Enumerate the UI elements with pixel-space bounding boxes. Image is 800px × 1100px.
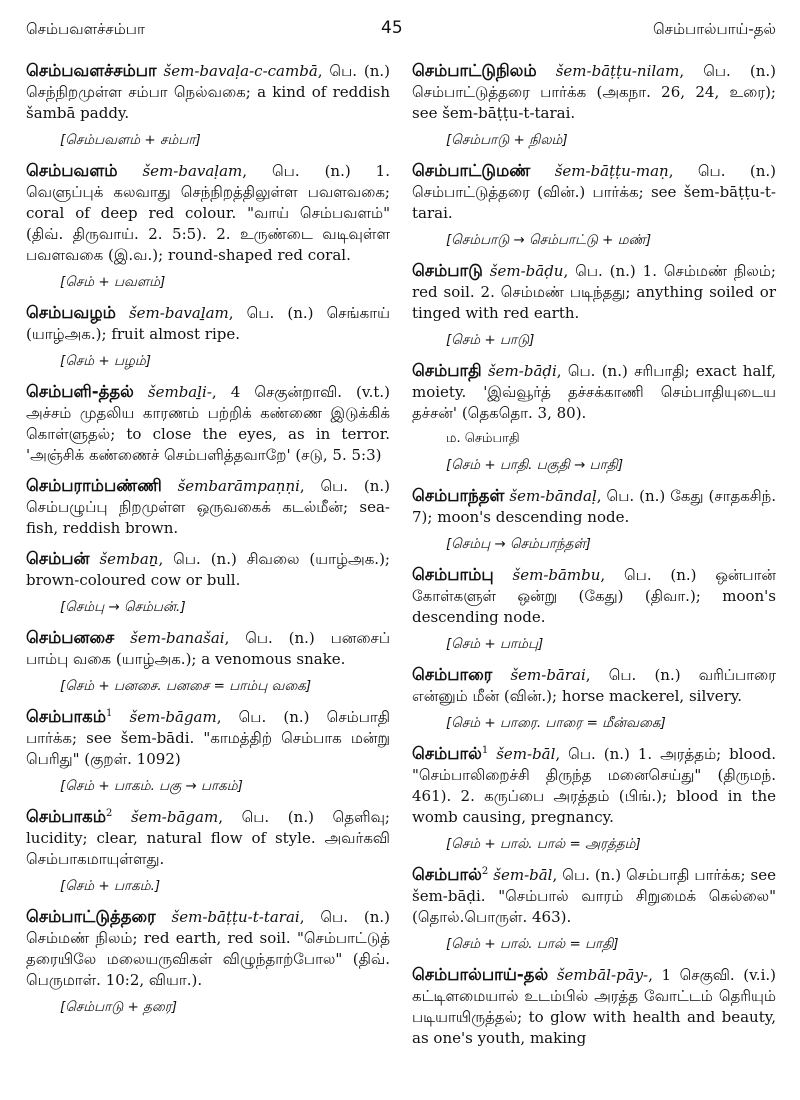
headword: செம்பவளச்சம்பா [26, 61, 157, 80]
transliteration: šem-banašai [130, 629, 225, 647]
etymology: [செம்பாடு + நிலம்] [446, 132, 568, 148]
transliteration: šem-bāmbu [512, 566, 601, 584]
transliteration: šem-bavaḷam [142, 162, 243, 180]
definition-text: , பெ. (n.) செம்பாட்டுத்தரை (வின்.) பார்க்க; see šem-bāṭṭu-t-tarai. [412, 162, 776, 222]
transliteration: šem-bavaḷa-c-cambā [163, 62, 318, 80]
homograph-number: 2 [481, 866, 489, 877]
two-column-body [26, 60, 776, 1058]
dictionary-entry [412, 260, 776, 351]
definition-text: , பெ. (n.) சிவலை (யாழ்அக.); brown-coloured cow or bull. [26, 550, 390, 589]
definition-text: , பெ. (n.) 1. வெளுப்புக் கலவாது செந்நிறத்திலுள்ள பவளவகை; coral of deep red colour. "வாய் செம்பவளம்" (திவ். திருவாய். 2. 5:5). 2. உருண்டை வடிவுள்ள பவளவகை (இ.வ.); round-shaped red coral. [26, 162, 390, 264]
etymology: [செம் + பழம்] [60, 353, 152, 369]
definition-text: , பெ. (n.) வரிப்பாரை என்னும் மீன் (வின்.); horse mackerel, silvery. [412, 666, 776, 705]
definition-text: , பெ. (n.) ஒன்பான் கோள்களுள் ஒன்று (கேது) (திவா.); moon's descending node. [412, 566, 776, 626]
page-header [26, 12, 776, 48]
dictionary-entry [412, 360, 776, 476]
transliteration: šembaḻi- [147, 383, 212, 401]
dictionary-entry [26, 548, 390, 618]
headword: செம்பால்பாய்-தல் [412, 965, 549, 984]
headword: செம்பாகம் [26, 807, 106, 826]
definition-text: , 4 செகுன்றாவி. (v.t.) அச்சம் முதலிய காரணம் பற்றிக் கண்ணை இடுக்கிக் கொள்ளுதல்; to close the eyes, as in terror. 'அஞ்சிக் கண்ணைச் செம்பளித்தவாறே' (சடு, 5. 5:3) [26, 383, 390, 464]
headword: செம்பால் [412, 865, 482, 884]
headword: செம்பராம்பண்ணி [26, 476, 162, 495]
etymology: [செம்பாடு → செம்பாட்டு + மண்] [446, 232, 652, 248]
definition-text: , பெ. (n.) 1. செம்மண் நிலம்; red soil. 2. செம்மண் படிந்தது; anything soiled or tinged with red earth. [412, 262, 776, 322]
transliteration: šem-bāṭṭu-nilam [555, 62, 680, 80]
etymology: [செம்பு → செம்பாந்தள்] [446, 536, 591, 552]
headword: செம்பாதி [412, 361, 482, 380]
headword: செம்பன் [26, 549, 90, 568]
headword: செம்பவளம் [26, 161, 118, 180]
transliteration: šem-bavaḻam [128, 304, 229, 322]
dictionary-entry [412, 664, 776, 734]
headword: செம்பாரை [412, 665, 493, 684]
etymology: [செம்பு → செம்பன்.] [60, 599, 186, 615]
dictionary-entry [412, 160, 776, 251]
dictionary-entry [26, 627, 390, 697]
cognate-note: ம. செம்பாதி [446, 431, 520, 446]
homograph-number: 1 [106, 708, 113, 719]
homograph-number: 2 [106, 808, 113, 819]
dictionary-entry [412, 485, 776, 555]
definition-text: , பெ. (n.) பனசைப் பாம்பு வகை (யாழ்அக.); a venomous snake. [26, 629, 390, 668]
transliteration: šem-bāḍi [487, 362, 557, 380]
etymology: [செம் + பாதி. பகுதி → பாதி] [446, 457, 624, 473]
definition-text: , பெ. (n.) 1. அரத்தம்; blood. "செம்பாலிறைச்சி திருந்த மனைசெய்து" (திருமந். 461). 2. கருப்பை அரத்தம் (பிங்.); blood in the womb causing, pregnancy. [412, 745, 776, 826]
dictionary-entry [26, 475, 390, 539]
etymology: [செம் + பாடு] [446, 332, 535, 348]
etymology: [செம் + பால். பால் = அரத்தம்] [446, 836, 641, 852]
definition-text: , பெ. (n.) செம்பாதி பார்க்க; see šem-bādi. "காமத்திற் செம்பாக மன்று பெரிது" (குறள். 1092) [26, 708, 390, 768]
transliteration: šem-bāgam [129, 708, 217, 726]
dictionary-entry [26, 806, 390, 897]
definition-text: , பெ. (n.) செம்பாதி பார்க்க; see šem-bāḍi. "செம்பால் வாரம் சிறுமைக் கெல்லை" (தொல்.பொருள். 463). [412, 866, 776, 926]
definition-text: , பெ. (n.) சரிபாதி; exact half, moiety. 'இவ்வூர்த் தச்சக்காணி செம்பாதியுடைய தச்சன்' (தெகதொ. 3, 80). [412, 362, 776, 422]
transliteration: šembaṉ [99, 550, 159, 568]
etymology: [செம் + பாரை. பாரை = மீன்வகை] [446, 715, 666, 731]
transliteration: šembarāmpaṇṇi [177, 477, 300, 495]
definition-text: , பெ. (n.) கேது (சாதகசிந். 7); moon's descending node. [412, 487, 776, 526]
definition-text: , 1 செகுவி. (v.i.) கட்டிளமையால் உடம்பில் அரத்த வோட்டம் தெரியும் படியாயிருத்தல்; to glow with health and beauty, as one's youth, making [412, 966, 776, 1047]
etymology: [செம் + பாம்பு] [446, 636, 544, 652]
dictionary-entry [412, 743, 776, 855]
headword: செம்பாகம் [26, 707, 106, 726]
dictionary-entry [26, 60, 390, 151]
definition-text: , பெ. (n.) செம்பழுப்பு நிறமுள்ள ஒருவகைக் கடல்மீன்; sea-fish, reddish brown. [26, 477, 390, 537]
transliteration: šem-bāṭṭu-maṇ [554, 162, 669, 180]
running-head-right: செம்பால்பாய்-தல் [653, 20, 776, 38]
headword: செம்பாட்டுத்தரை [26, 907, 156, 926]
etymology: [செம்பவளம் + சம்பா] [60, 132, 201, 148]
dictionary-entry [26, 160, 390, 293]
transliteration: šembāl-pāy- [556, 966, 649, 984]
dictionary-entry [412, 964, 776, 1049]
headword: செம்பளி-த்தல் [26, 382, 134, 401]
right-column [412, 60, 776, 1058]
dictionary-entry [26, 906, 390, 1018]
definition-text: , பெ. (n.) செங்காய் (யாழ்அக.); fruit almost ripe. [26, 304, 390, 343]
definition-text: , பெ. (n.) தெளிவு; lucidity; clear, natural flow of style. அவர்கவி செம்பாகமாயுள்ளது. [26, 808, 390, 868]
transliteration: šem-bāgam [131, 808, 219, 826]
page-number: 45 [381, 18, 403, 38]
dictionary-entry [26, 302, 390, 372]
definition-text: , பெ. (n.) செம்பாட்டுத்தரை பார்க்க (அகநா. 26, 24, உரை); see šem-bāṭṭu-t-tarai. [412, 62, 776, 122]
transliteration: šem-bāndaḷ [509, 487, 597, 505]
headword: செம்பவழம் [26, 303, 116, 322]
dictionary-entry [26, 381, 390, 466]
etymology: [செம் + பனசை. பனசை = பாம்பு வகை] [60, 678, 312, 694]
etymology: [செம்பாடு + தரை] [60, 999, 177, 1015]
headword: செம்பால் [412, 744, 482, 763]
left-column [26, 60, 390, 1058]
transliteration: šem-bāṭṭu-t-tarai [171, 908, 300, 926]
dictionary-entry [412, 564, 776, 655]
transliteration: šem-bāḍu [489, 262, 564, 280]
transliteration: šem-bāl [493, 866, 553, 884]
dictionary-entry [412, 864, 776, 955]
homograph-number: 1 [481, 745, 489, 756]
definition-text: , பெ. (n.) செந்நிறமுள்ள சம்பா நெல்வகை; a kind of reddish šambā paddy. [26, 62, 390, 122]
headword: செம்பாடு [412, 261, 483, 280]
etymology: [செம் + பாகம்.] [60, 878, 161, 894]
running-head-left: செம்பவளச்சம்பா [26, 20, 145, 38]
headword: செம்பாட்டுநிலம் [412, 61, 537, 80]
transliteration: šem-bāl [496, 745, 556, 763]
headword: செம்பாந்தள் [412, 486, 505, 505]
etymology: [செம் + பவளம்] [60, 274, 166, 290]
definition-text: , பெ. (n.) செம்மண் நிலம்; red earth, red soil. "செம்பாட்டுத் தரையிலே மலையருவிகள் விழுந்தாற்போல" (திவ். பெருமாள். 10:2, வியா.). [26, 908, 390, 989]
dictionary-entry [26, 706, 390, 797]
etymology: [செம் + பால். பால் = பாதி] [446, 936, 619, 952]
etymology: [செம் + பாகம். பகு → பாகம்] [60, 778, 243, 794]
dictionary-entry [412, 60, 776, 151]
headword: செம்பனசை [26, 628, 115, 647]
headword: செம்பாம்பு [412, 565, 494, 584]
transliteration: šem-bārai [510, 666, 586, 684]
headword: செம்பாட்டுமண் [412, 161, 531, 180]
